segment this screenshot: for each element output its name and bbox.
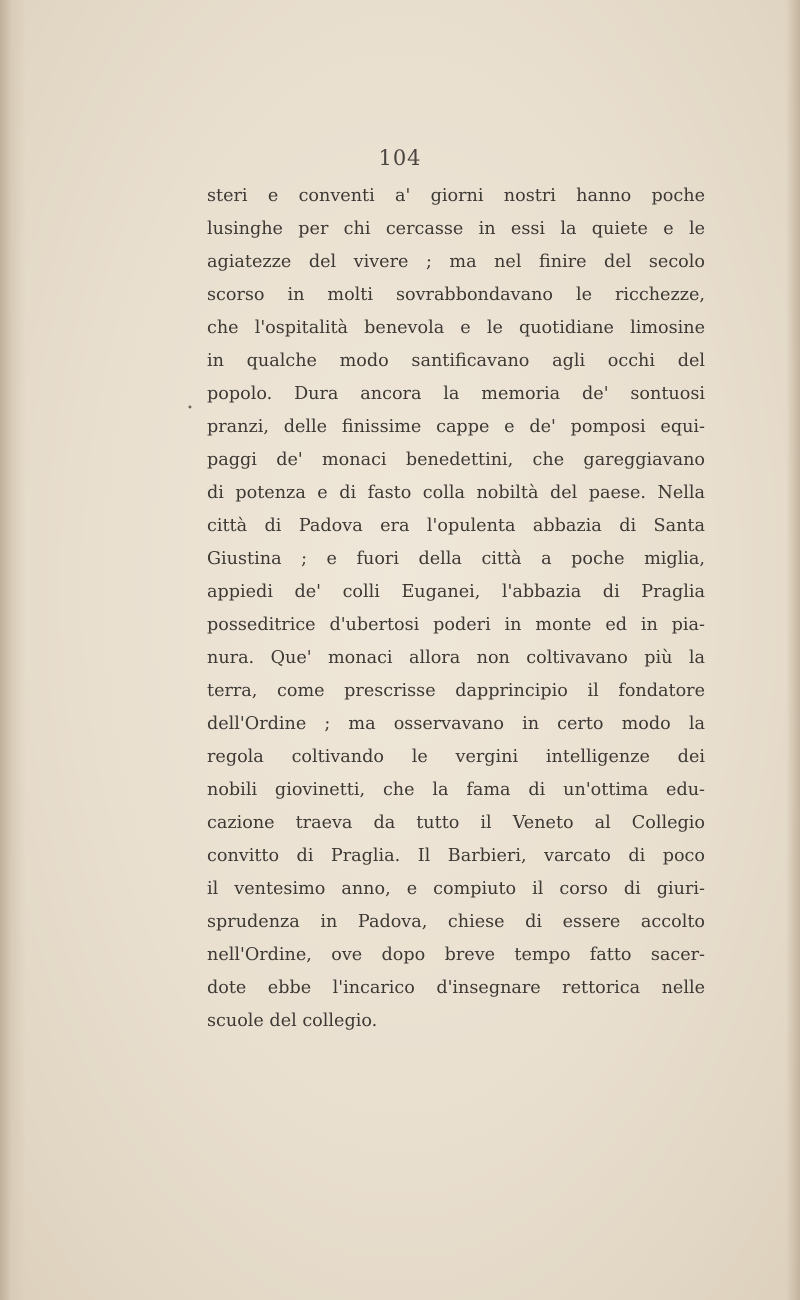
text-line: paggi de' monaci benedettini, che gareggiavano <box>207 450 705 470</box>
text-line-last: scuole del collegio. <box>207 1011 378 1031</box>
text-line: popolo. Dura ancora la memoria de' sontuosi <box>207 384 705 404</box>
text-line: posseditrice d'ubertosi poderi in monte ed in pia- <box>207 615 705 635</box>
text-line: il ventesimo anno, e compiuto il corso di giuri- <box>207 879 705 899</box>
text-line: nura. Que' monaci allora non coltivavano più la <box>207 648 705 668</box>
text-line: di potenza e di fasto colla nobiltà del paese. Nella <box>207 483 705 503</box>
text-line: regola coltivando le vergini intelligenze dei <box>207 747 705 767</box>
text-line: agiatezze del vivere ; ma nel finire del secolo <box>207 252 705 272</box>
page-number: 104 <box>378 146 422 170</box>
text-line: dell'Ordine ; ma osservavano in certo modo la <box>207 714 705 734</box>
text-line: Giustina ; e fuori della città a poche miglia, <box>207 549 705 569</box>
text-line: lusinghe per chi cercasse in essi la quiete e le <box>207 219 705 239</box>
text-line: nell'Ordine, ove dopo breve tempo fatto sacer- <box>207 945 705 965</box>
text-line: convitto di Praglia. Il Barbieri, varcato di poco <box>207 846 705 866</box>
text-line: città di Padova era l'opulenta abbazia di Santa <box>207 516 705 536</box>
text-line: scorso in molti sovrabbondavano le ricchezze, <box>207 285 705 305</box>
text-line: appiedi de' colli Euganei, l'abbazia di Praglia <box>207 582 705 602</box>
text-line: cazione traeva da tutto il Veneto al Collegio <box>207 813 705 833</box>
text-line: che l'ospitalità benevola e le quotidiane limosine <box>207 318 705 338</box>
text-line: in qualche modo santificavano agli occhi del <box>207 351 705 371</box>
text-line: dote ebbe l'incarico d'insegnare rettorica nelle <box>207 978 705 998</box>
text-line: steri e conventi a' giorni nostri hanno poche <box>207 186 705 206</box>
text-line: pranzi, delle finissime cappe e de' pomposi equi- <box>207 417 705 437</box>
text-line: nobili giovinetti, che la fama di un'ottima edu- <box>207 780 705 800</box>
body-text <box>207 180 705 1038</box>
text-line: sprudenza in Padova, chiese di essere accolto <box>207 912 705 932</box>
margin-mark: • <box>187 403 193 414</box>
text-line: terra, come prescrisse dapprincipio il fondatore <box>207 681 705 701</box>
